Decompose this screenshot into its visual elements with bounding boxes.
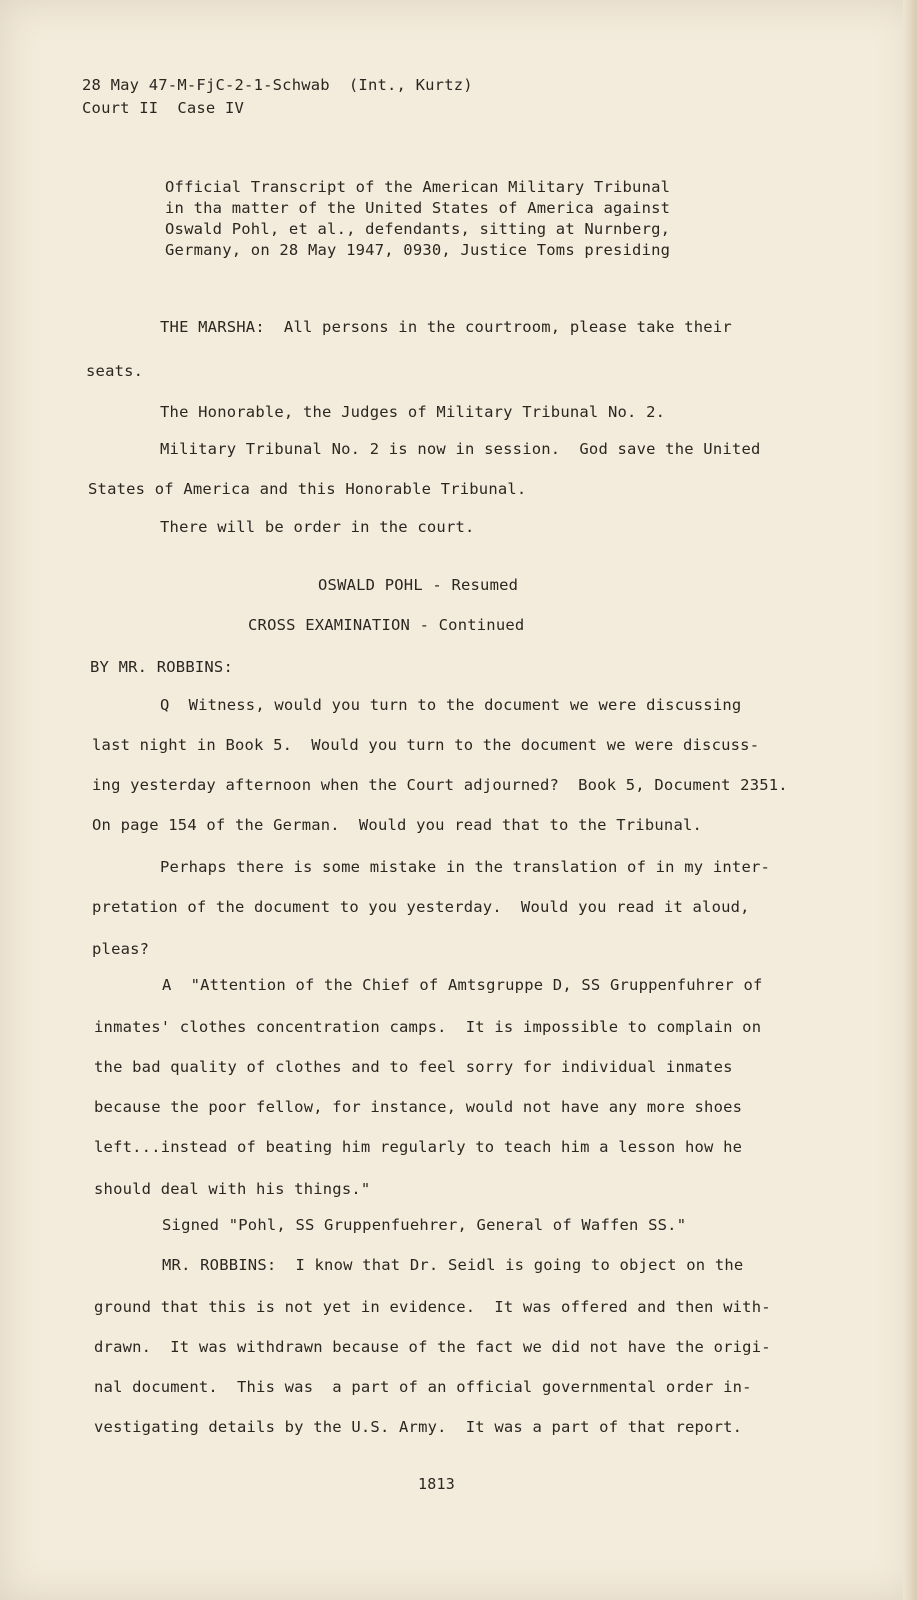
- body-line: Perhaps there is some mistake in the translation of in my inter-: [160, 858, 771, 876]
- body-line: The Honorable, the Judges of Military Tribunal No. 2.: [160, 403, 666, 421]
- body-line: Signed "Pohl, SS Gruppenfuehrer, General of Waffen SS.": [162, 1216, 687, 1234]
- body-line: ground that this is not yet in evidence. It was offered and then with-: [94, 1298, 771, 1316]
- examination-heading: CROSS EXAMINATION - Continued: [248, 616, 525, 634]
- body-line: because the poor fellow, for instance, would not have any more shoes: [94, 1098, 743, 1116]
- body-line: should deal with his things.": [94, 1180, 371, 1198]
- body-line: drawn. It was withdrawn because of the fact we did not have the origi-: [94, 1338, 771, 1356]
- body-line: MR. ROBBINS: I know that Dr. Seidl is going to object on the: [162, 1256, 744, 1274]
- caption-line-4: Germany, on 28 May 1947, 0930, Justice Toms presiding: [165, 241, 671, 259]
- body-line: There will be order in the court.: [160, 518, 475, 536]
- caption-line-1: Official Transcript of the American Military Tribunal: [165, 178, 671, 196]
- page-edge: [903, 0, 917, 1600]
- body-line: inmates' clothes concentration camps. It is impossible to complain on: [94, 1018, 762, 1036]
- body-line: left...instead of beating him regularly to teach him a lesson how he: [94, 1138, 743, 1156]
- body-line: Q Witness, would you turn to the document we were discussing: [160, 696, 742, 714]
- body-line: States of America and this Honorable Tribunal.: [88, 480, 527, 498]
- caption-line-3: Oswald Pohl, et al., defendants, sitting at Nurnberg,: [165, 220, 671, 238]
- examiner-heading: BY MR. ROBBINS:: [90, 658, 233, 676]
- body-line: pretation of the document to you yesterday. Would you read it aloud,: [92, 898, 750, 916]
- body-line: On page 154 of the German. Would you read that to the Tribunal.: [92, 816, 703, 834]
- body-line: THE MARSHA: All persons in the courtroom, please take their: [160, 318, 732, 336]
- body-line: Military Tribunal No. 2 is now in session. God save the United: [160, 440, 761, 458]
- witness-heading: OSWALD POHL - Resumed: [318, 576, 519, 594]
- body-line: pleas?: [92, 940, 150, 958]
- body-line: the bad quality of clothes and to feel sorry for individual inmates: [94, 1058, 733, 1076]
- body-line: seats.: [86, 362, 144, 380]
- body-line: nal document. This was a part of an official governmental order in-: [94, 1378, 752, 1396]
- body-line: ing yesterday afternoon when the Court adjourned? Book 5, Document 2351.: [92, 776, 788, 794]
- header-line-1: 28 May 47-M-FjC-2-1-Schwab (Int., Kurtz): [82, 76, 473, 94]
- page-number: 1813: [418, 1475, 455, 1493]
- body-line: A "Attention of the Chief of Amtsgruppe D, SS Gruppenfuhrer of: [162, 976, 763, 994]
- caption-line-2: in tha matter of the United States of America against: [165, 199, 671, 217]
- header-line-2: Court II Case IV: [82, 99, 245, 117]
- body-line: vestigating details by the U.S. Army. It was a part of that report.: [94, 1418, 743, 1436]
- body-line: last night in Book 5. Would you turn to the document we were discuss-: [92, 736, 760, 754]
